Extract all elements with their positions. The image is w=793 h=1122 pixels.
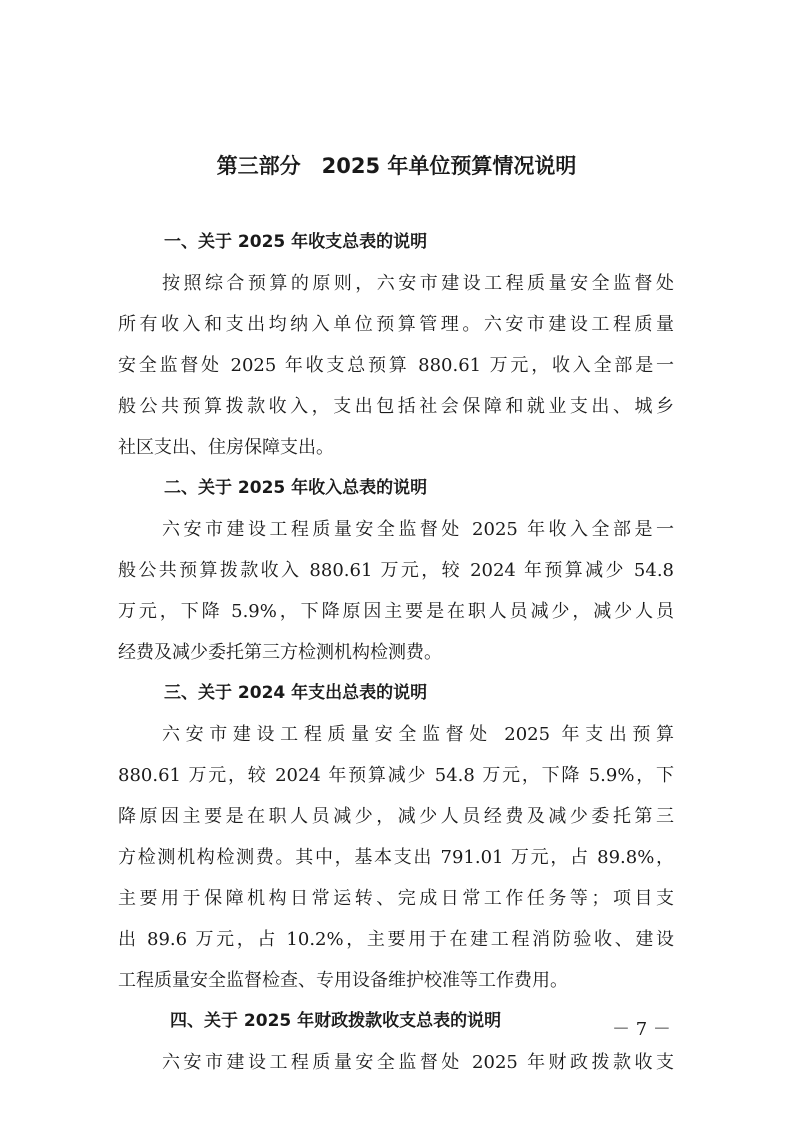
paragraph-line: 社区支出、住房保障支出。 (118, 437, 334, 458)
paragraph-line: 六安市建设工程质量安全监督处 2025 年支出预算 (162, 724, 674, 745)
paragraph-line: 主要用于保障机构日常运转、完成日常工作任务等；项目支 (118, 888, 674, 909)
paragraph-line: 工程质量安全监督检查、专用设备维护校准等工作费用。 (118, 970, 568, 991)
paragraph-line: 六安市建设工程质量安全监督处 2025 年财政拨款收支 (162, 1052, 674, 1073)
page-title: 第三部分 2025 年单位预算情况说明 (216, 154, 577, 178)
paragraph-line: 经费及减少委托第三方检测机构检测费。 (118, 642, 442, 663)
section-heading-2: 二、关于 2025 年收入总表的说明 (164, 478, 428, 498)
page-number: － 7 － (612, 1019, 671, 1040)
section-heading-1: 一、关于 2025 年收支总表的说明 (164, 232, 428, 252)
paragraph-line: 880.61 万元，较 2024 年预算减少 54.8 万元，下降 5.9%，下 (118, 765, 674, 786)
paragraph-line: 万元，下降 5.9%，下降原因主要是在职人员减少，减少人员 (118, 601, 674, 622)
paragraph-line: 按照综合预算的原则，六安市建设工程质量安全监督处 (162, 273, 674, 294)
paragraph-line: 所有收入和支出均纳入单位预算管理。六安市建设工程质量 (118, 314, 674, 335)
paragraph-line: 出 89.6 万元，占 10.2%，主要用于在建工程消防验收、建设 (118, 929, 674, 950)
paragraph-line: 安全监督处 2025 年收支总预算 880.61 万元，收入全部是一 (118, 355, 674, 376)
section-heading-3: 三、关于 2024 年支出总表的说明 (164, 683, 428, 703)
paragraph-line: 般公共预算拨款收入 880.61 万元，较 2024 年预算减少 54.8 (118, 560, 674, 581)
paragraph-line: 般公共预算拨款收入，支出包括社会保障和就业支出、城乡 (118, 396, 674, 417)
paragraph-line: 六安市建设工程质量安全监督处 2025 年收入全部是一 (162, 519, 674, 540)
paragraph-line: 方检测机构检测费。其中，基本支出 791.01 万元，占 89.8%， (118, 847, 674, 868)
section-heading-4: 四、关于 2025 年财政拨款收支总表的说明 (170, 1011, 502, 1031)
paragraph-line: 降原因主要是在职人员减少，减少人员经费及减少委托第三 (118, 806, 674, 827)
document-body (118, 222, 674, 1083)
